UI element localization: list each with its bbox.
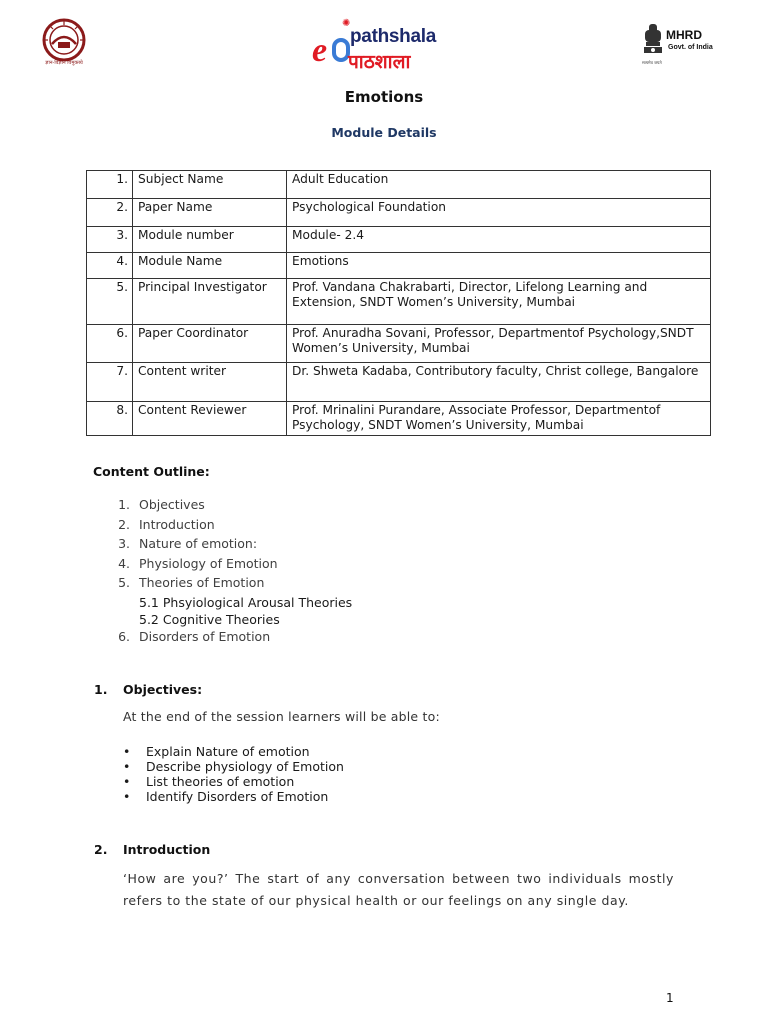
item-number: 3. [118,536,130,551]
table-row [87,227,711,253]
logo-text-hindi: पाठशाला [348,52,411,73]
table-row [87,199,711,227]
row-value: Prof. Anuradha Sovani, Professor, Departmentof Psychology,SNDT Women’s University, Mumbai [287,325,711,363]
subitem-text: 5.2 Cognitive Theories [139,611,280,627]
bullet-icon: • [123,759,131,774]
table-row [87,325,711,363]
module-details-table [86,170,711,436]
row-number: 4. [87,253,133,279]
item-number: 2. [118,516,130,532]
section-heading-objectives: Objectives: [123,682,203,697]
document-title: Emotions [344,88,424,106]
bullet-text: Explain Nature of emotion [146,744,310,759]
row-field: Module number [133,227,287,253]
mhrd-caption: सत्यमेव जयते [642,60,662,65]
section-heading-introduction: Introduction [123,842,211,857]
row-field: Subject Name [133,171,287,199]
table-row [87,279,711,325]
item-text: Theories of Emotion [139,575,265,590]
epathshala-logo [310,14,460,74]
logo-dots-icon: ✺ [342,18,351,29]
page-number: 1 [666,991,674,1005]
row-value: Adult Education [287,171,711,199]
mhrd-subtitle: Govt. of India [668,44,713,51]
row-number: 5. [87,279,133,325]
logo-e-letter-icon: e [312,32,328,69]
table-row [87,402,711,436]
section-number: 2. [94,842,108,857]
bullet-icon: • [123,744,131,759]
table-row [87,363,711,402]
row-value: Module- 2.4 [287,227,711,253]
bullet-icon: • [123,774,131,789]
row-value: Prof. Mrinalini Purandare, Associate Professor, Departmentof Psychology, SNDT Women’s University, Mumbai [287,402,711,436]
row-field: Module Name [133,253,287,279]
ashoka-emblem-icon [642,20,664,60]
row-number: 3. [87,227,133,253]
item-number: 1. [118,497,130,512]
item-text: Nature of emotion: [139,536,258,551]
item-text: Objectives [139,497,205,512]
objectives-intro: At the end of the session learners will be able to: [123,709,440,724]
row-field: Content Reviewer [133,402,287,436]
mhrd-logo [642,20,732,68]
row-number: 8. [87,402,133,436]
item-number: 6. [118,628,130,644]
row-value: Prof. Vandana Chakrabarti, Director, Lifelong Learning and Extension, SNDT Women’s University, Mumbai [287,279,711,325]
logo-text-pathshala: pathshala [350,26,436,47]
module-details-heading: Module Details [331,125,437,140]
subitem-text: 5.1 Phsyiological Arousal Theories [139,594,353,610]
item-text: Physiology of Emotion [139,555,278,571]
table-row [87,171,711,199]
row-value: Emotions [287,253,711,279]
bullet-icon: • [123,789,131,804]
row-number: 2. [87,199,133,227]
row-field: Paper Coordinator [133,325,287,363]
section-number: 1. [94,682,108,697]
table-row [87,253,711,279]
bullet-text: List theories of emotion [146,774,295,789]
item-number: 5. [118,575,130,590]
item-number: 4. [118,555,130,571]
item-text: Introduction [139,516,215,532]
row-number: 1. [87,171,133,199]
row-value: Psychological Foundation [287,199,711,227]
introduction-paragraph: ‘How are you?’ The start of any conversation between two individuals mostly refers to the state of our physical health or our feelings on any single day. [123,871,674,908]
university-logo-caption: ज्ञान-विज्ञान विमुक्तये [45,60,83,66]
bullet-text: Identify Disorders of Emotion [146,789,329,804]
row-number: 6. [87,325,133,363]
content-outline-heading: Content Outline: [93,464,210,479]
bullet-text: Describe physiology of Emotion [146,759,344,774]
item-text: Disorders of Emotion [139,628,271,644]
row-field: Principal Investigator [133,279,287,325]
row-field: Paper Name [133,199,287,227]
mhrd-title: MHRD [666,28,702,42]
row-value: Dr. Shweta Kadaba, Contributory faculty, Christ college, Bangalore [287,363,711,402]
row-number: 7. [87,363,133,402]
row-field: Content writer [133,363,287,402]
